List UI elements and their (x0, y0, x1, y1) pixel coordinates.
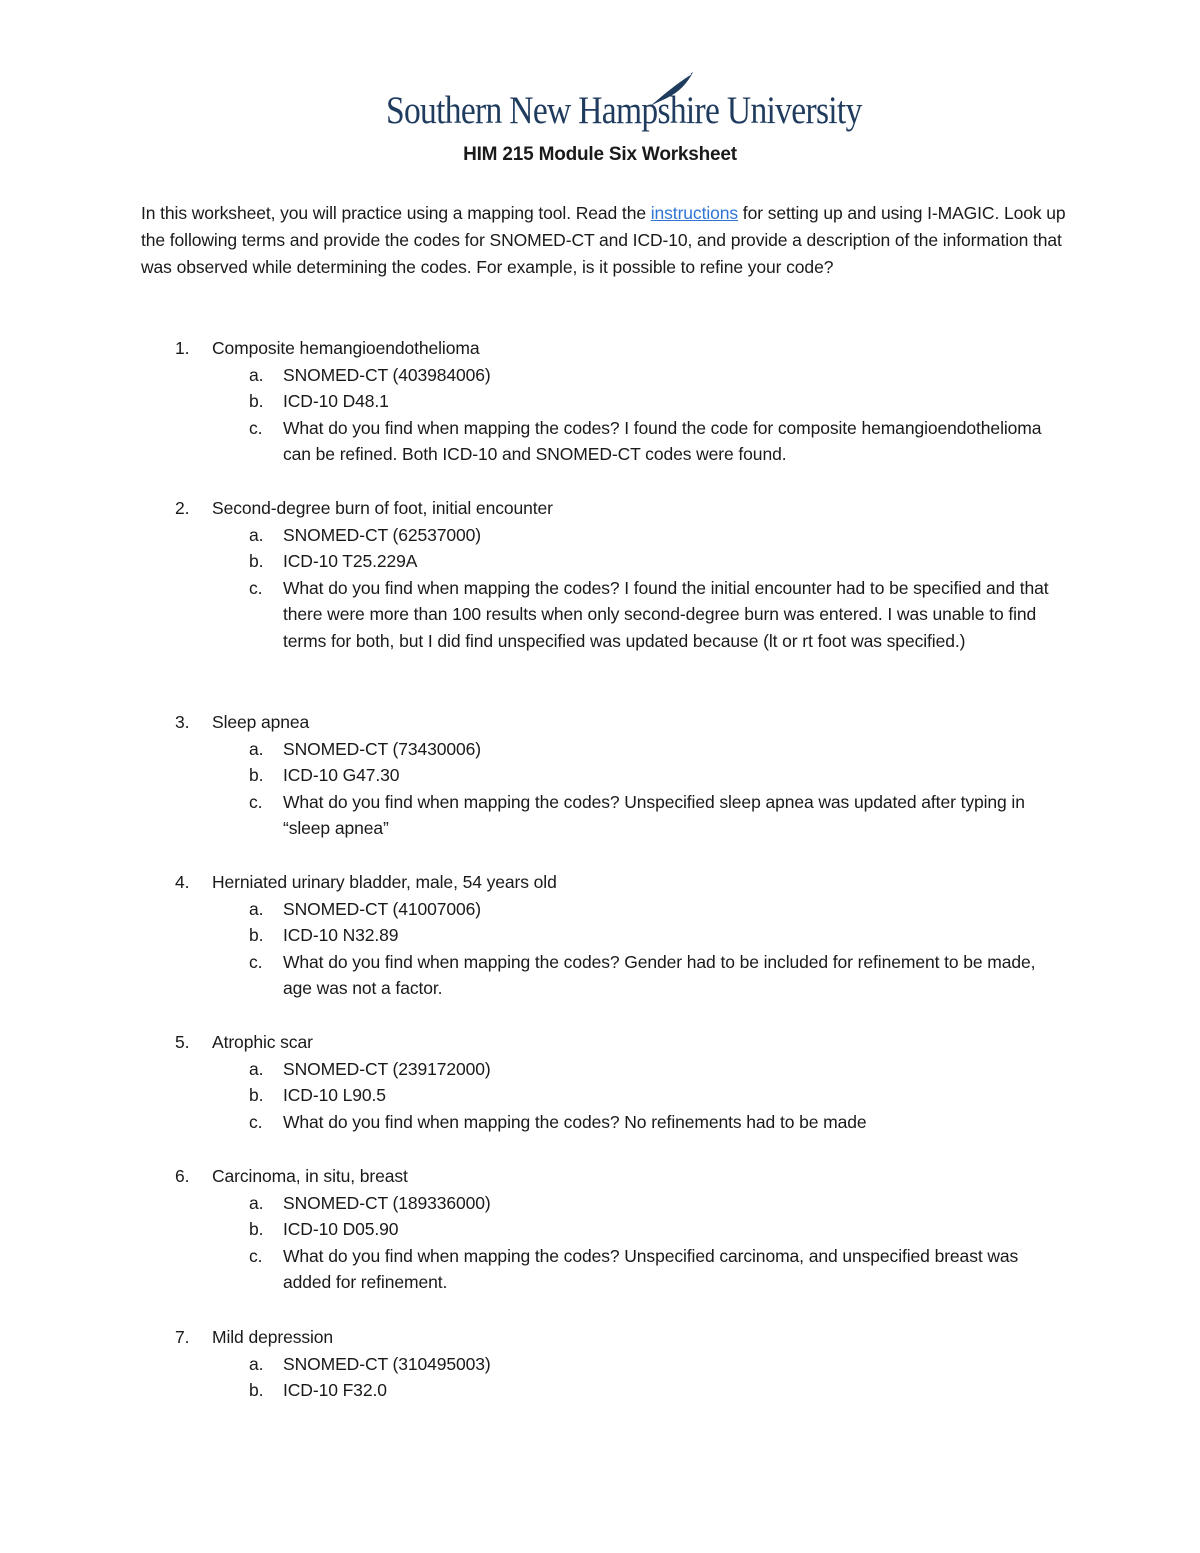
question-item (141, 1029, 1066, 1135)
question-item (141, 495, 1066, 655)
finding-line (141, 415, 1066, 468)
intro-paragraph (141, 200, 1066, 280)
intro-text-before: In this worksheet, you will practice using a mapping tool. Read the (141, 203, 651, 223)
sub-letter: c. (249, 951, 263, 972)
question-number: 7. (175, 1327, 190, 1347)
sub-letter: b. (249, 1380, 264, 1401)
question-number: 3. (175, 712, 190, 732)
university-logo (386, 70, 862, 140)
icd-code: ICD-10 L90.5 (283, 1085, 386, 1106)
sub-letter: b. (249, 551, 264, 572)
question-number: 2. (175, 498, 190, 518)
snomed-code: SNOMED-CT (73430006) (283, 738, 482, 759)
icd-line (141, 762, 1066, 789)
question-term: Second-degree burn of foot, initial encounter (212, 498, 553, 518)
question-term: Carcinoma, in situ, breast (212, 1166, 408, 1186)
logo-text: Southern New Hampshire University (386, 89, 862, 132)
sub-letter: c. (249, 577, 263, 598)
finding-text: What do you find when mapping the codes? No refinements had to be made (283, 1111, 867, 1132)
snomed-code: SNOMED-CT (41007006) (283, 898, 482, 919)
icd-code: ICD-10 G47.30 (283, 765, 400, 786)
snomed-code: SNOMED-CT (239172000) (283, 1058, 491, 1079)
icd-code: ICD-10 N32.89 (283, 925, 399, 946)
icd-line (141, 1377, 1066, 1404)
sub-letter: b. (249, 1219, 264, 1240)
finding-text: What do you find when mapping the codes? Unspecified sleep apnea was updated after typing in “sleep apnea” (283, 791, 1025, 839)
finding-line (141, 949, 1066, 1002)
snomed-line (141, 1190, 1066, 1217)
instructions-link[interactable]: instructions (650, 203, 739, 223)
snomed-line (141, 362, 1066, 389)
icd-code: ICD-10 D48.1 (283, 391, 389, 412)
sub-letter: a. (249, 524, 264, 545)
snomed-line (141, 1351, 1066, 1378)
snomed-code: SNOMED-CT (62537000) (283, 524, 482, 545)
sub-letter: b. (249, 765, 264, 786)
sub-letter: b. (249, 391, 264, 412)
icd-code: ICD-10 F32.0 (283, 1380, 387, 1401)
finding-line (141, 789, 1066, 842)
finding-line (141, 1243, 1066, 1296)
sub-letter: b. (249, 925, 264, 946)
question-item (141, 335, 1066, 468)
question-term: Mild depression (212, 1327, 334, 1347)
question-number: 5. (175, 1032, 190, 1052)
question-term: Composite hemangioendothelioma (212, 338, 480, 358)
finding-line (141, 575, 1066, 655)
sub-letter: a. (249, 1353, 264, 1374)
intro-text-after: for setting up and using I-MAGIC. Look up the following terms and provide the codes for SNOMED-CT and ICD-10, and provide a description of the information that was observed while determining the codes. For example, is it possible to refine your code? (141, 203, 1066, 277)
snomed-code: SNOMED-CT (310495003) (283, 1353, 491, 1374)
sub-letter: c. (249, 417, 263, 438)
question-number: 1. (175, 338, 190, 358)
sub-letter: c. (249, 1245, 263, 1266)
snomed-line (141, 896, 1066, 923)
page-title: HIM 215 Module Six Worksheet (463, 144, 737, 165)
finding-text: What do you find when mapping the codes? I found the initial encounter had to be specified and that there were more than 100 results when only second-degree burn was entered. I was unable to find terms for both, but I did find unspecified was updated because (lt or rt foot was specified.) (283, 577, 1049, 651)
icd-line (141, 548, 1066, 575)
sub-letter: a. (249, 364, 264, 385)
snomed-line (141, 736, 1066, 763)
question-number: 4. (175, 872, 190, 892)
sub-letter: a. (249, 738, 264, 759)
icd-line (141, 1082, 1066, 1109)
sub-letter: b. (249, 1085, 264, 1106)
sub-letter: a. (249, 1058, 264, 1079)
finding-text: What do you find when mapping the codes? I found the code for composite hemangioendothelioma can be refined. Both ICD-10 and SNOMED-CT codes were found. (283, 417, 1042, 465)
icd-code: ICD-10 T25.229A (283, 551, 418, 572)
sub-letter: c. (249, 791, 263, 812)
question-term: Sleep apnea (212, 712, 310, 732)
icd-line (141, 1216, 1066, 1243)
question-item (141, 1163, 1066, 1296)
snomed-line (141, 1056, 1066, 1083)
sub-letter: c. (249, 1111, 263, 1132)
question-term: Atrophic scar (212, 1032, 313, 1052)
sub-letter: a. (249, 1192, 264, 1213)
icd-line (141, 388, 1066, 415)
sub-letter: a. (249, 898, 264, 919)
question-item (141, 709, 1066, 842)
snomed-code: SNOMED-CT (189336000) (283, 1192, 491, 1213)
snomed-line (141, 522, 1066, 549)
icd-code: ICD-10 D05.90 (283, 1219, 399, 1240)
question-item (141, 1324, 1066, 1404)
finding-text: What do you find when mapping the codes? Unspecified carcinoma, and unspecified breast was added for refinement. (283, 1245, 1019, 1293)
finding-line (141, 1109, 1066, 1136)
snomed-code: SNOMED-CT (403984006) (283, 364, 491, 385)
question-item (141, 869, 1066, 1002)
icd-line (141, 922, 1066, 949)
question-term: Herniated urinary bladder, male, 54 years old (212, 872, 557, 892)
finding-text: What do you find when mapping the codes? Gender had to be included for refinement to be made, age was not a factor. (283, 951, 1036, 999)
question-number: 6. (175, 1166, 190, 1186)
